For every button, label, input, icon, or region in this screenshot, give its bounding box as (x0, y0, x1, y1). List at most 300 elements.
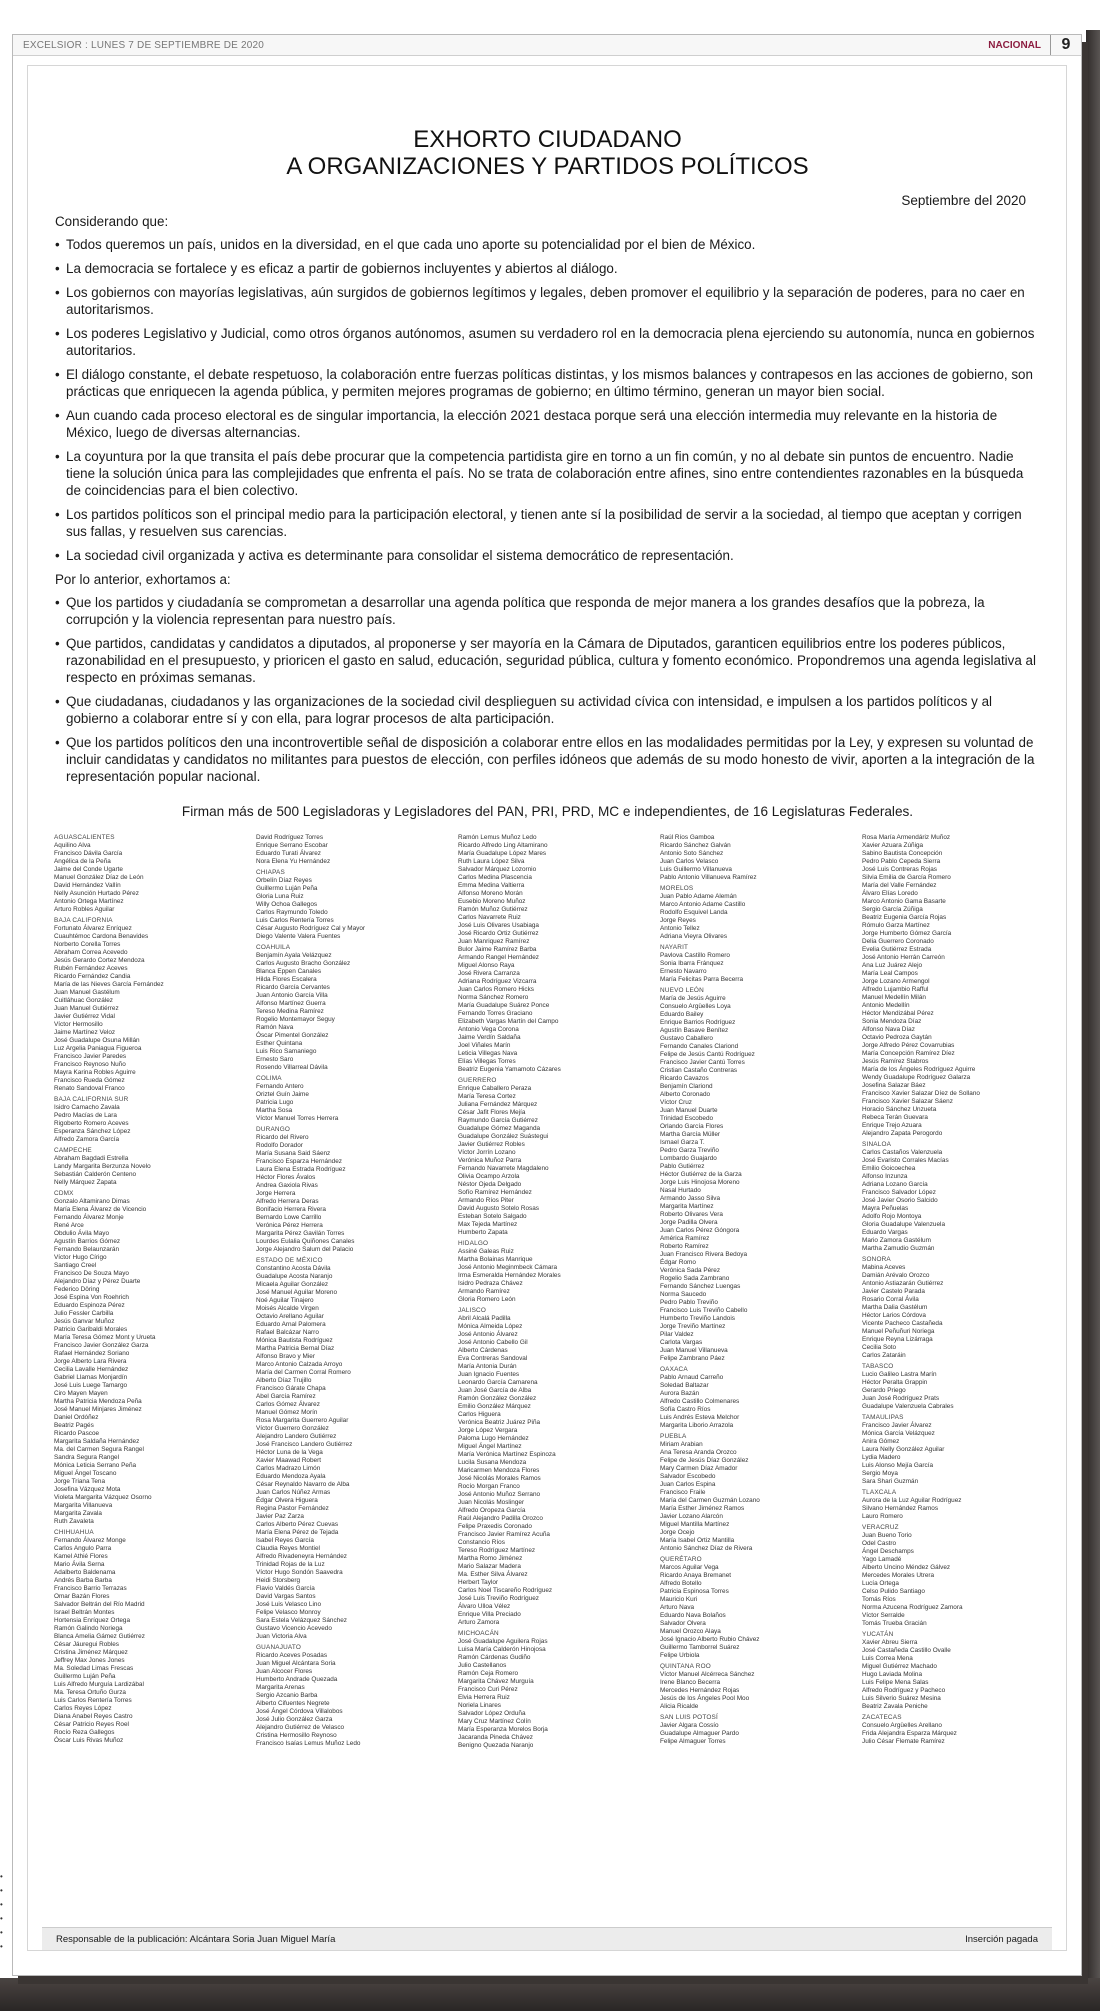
signatory-name: Antonio Tellez (660, 925, 700, 932)
signatory-name: Martha García Müller (660, 1131, 721, 1138)
signatory-name: Salvador López Orduña (458, 1710, 526, 1717)
signatory-name: Santiago Creel (54, 1262, 97, 1269)
signatory-name: Jaime del Conde Ugarte (54, 866, 123, 873)
signatory-name: Héctor Larios Córdova (862, 1312, 926, 1319)
signatory-name: Orbelín Díaz Reyes (256, 877, 312, 884)
signatory-name: Armando Ramírez (458, 1288, 510, 1295)
signatory-name: Elizabeth Vargas Martín del Campo (458, 1018, 559, 1025)
signatory-name: Mayra Peñuelas (862, 1205, 909, 1212)
signatory-name: Jorge Herrera (256, 1190, 296, 1197)
considering-text: La democracia se fortalece y es eficaz a partir de gobiernos incluyentes y abiertos al diálogo. (66, 261, 618, 276)
signatory-name: Adriana Vieyra Olivares (660, 933, 728, 940)
state-heading: QUINTANA ROO (660, 1663, 711, 1670)
signatory-name: Sara Shari Guzmán (862, 1478, 919, 1485)
signatory-name: Paloma Lugo Hernández (458, 1435, 529, 1442)
signatory-name: Francisco Dávila García (54, 850, 123, 857)
signatory-name: Eusebio Moreno Muñoz (458, 898, 526, 905)
signatory-name: Ma. Soledad Limas Frescas (54, 1665, 134, 1672)
signatory-name: Nora Elena Yu Hernández (256, 858, 331, 865)
signatory-name: Luis Silverio Suárez Mesina (862, 1695, 941, 1702)
state-heading: CDMX (54, 1190, 74, 1197)
signatory-name: Sara Estela Velázquez Sánchez (256, 1617, 347, 1624)
signatory-name: Rogelio Montemayor Seguy (256, 1016, 335, 1023)
signatory-name: Omar Bazán Flores (54, 1593, 110, 1600)
signatory-name: Ramón González González (458, 1395, 537, 1402)
signatory-name: Miguel Ángel Martínez (458, 1443, 522, 1450)
signatory-name: Landy Margarita Berzunza Novelo (54, 1163, 151, 1170)
signatory-name: Margarita Arenas (256, 1684, 305, 1691)
signatory-name: Mabina Aceves (862, 1264, 906, 1271)
title-line-1: EXHORTO CIUDADANO (413, 126, 682, 153)
newspaper-page (12, 34, 1082, 1976)
signatory-name: Juan José García de Alba (458, 1387, 532, 1394)
signatory-name: Abel García Ramírez (256, 1393, 316, 1400)
signatory-name: Esther Quintana (256, 1040, 303, 1047)
signatory-name: José Ricardo Ortiz Gutiérrez (458, 930, 539, 937)
signatory-name: José Javier Osorio Salcido (862, 1197, 938, 1204)
signatory-name: Margarita Martínez (660, 1203, 714, 1210)
considering-text: Los gobiernos con mayorías legislativas, aún surgidos de gobiernos legítimos y legales, deben promover el equilibrio y la separación de poderes, para no caer en autoritarismos. (66, 285, 1025, 317)
signatory-name: Gustavo Vicencio Acevedo (256, 1625, 332, 1632)
signatory-name: Armando Ríos Piter (458, 1197, 514, 1204)
signatory-name: Mary Carmen Díaz Amador (660, 1465, 738, 1472)
signatory-name: Pavlova Castillo Romero (660, 952, 730, 959)
signatory-name: Nelly Márquez Zapata (54, 1179, 117, 1186)
signatory-name: Jaime Verdín Saldaña (458, 1034, 521, 1041)
signatory-name: Francisco Reynoso Nuño (54, 1061, 126, 1068)
signatories-list (40, 834, 1050, 1769)
state-group (256, 834, 454, 866)
signatory-name: Ciro Mayen Mayen (54, 1390, 108, 1397)
signatory-name: Olivia Ocampo Arzola (458, 1173, 520, 1180)
signatory-name: Enrique Reyna Lizárraga (862, 1336, 933, 1343)
signatory-name: Verónica Pérez Herrera (256, 1222, 323, 1229)
signatory-name: Pablo Gutiérrez (660, 1163, 705, 1170)
signatory-name: Adriana Rodríguez Vizcarra (458, 978, 537, 985)
signatory-name: Obdulio Ávila Mayo (54, 1230, 110, 1237)
signatory-name: María Elena Pérez de Tejada (256, 1529, 339, 1536)
signatory-name: Manuel Orozco Alaya (660, 1628, 721, 1635)
signatory-name: Trinidad Escobedo (660, 1115, 714, 1122)
state-heading: TAMAULIPAS (862, 1414, 904, 1421)
signatory-name: José Antonio Herrán Carreón (862, 954, 945, 961)
state-group (862, 1141, 1060, 1253)
signatory-name: Juan Ignacio Fuentes (458, 1371, 520, 1378)
considering-text: Los partidos políticos son el principal medio para la participación electoral, y tienen ante sí la posibilidad de servir a la sociedad, al tiempo que aceptan y corrigen sus fallas, y resuelven sus carencias. (66, 507, 1022, 539)
signatory-name: Jorge Alfredo Pérez Covarrubias (862, 1042, 955, 1049)
signatory-name: Octavio Pedroza Gaytán (862, 1034, 932, 1041)
signatory-name: Javier Castelo Parada (862, 1288, 925, 1295)
signatory-name: Héctor Peralta Grappin (862, 1379, 928, 1386)
signatory-name: Verónica Beatriz Juárez Piña (458, 1419, 541, 1426)
signatory-name: Luis Alonso Mejía García (862, 1462, 934, 1469)
signatory-name: Hortensia Enríquez Ortega (54, 1617, 131, 1624)
signatory-name: Odel Castro (862, 1540, 897, 1547)
exhort-text: Que los partidos y ciudadanía se comprometan a desarrollar una agenda política que responda de mejor manera a los grandes desafíos que la pobreza, la corrupción y la violencia representan para nuestro país. (66, 595, 985, 627)
signatory-name: Sergio Azcanio Barba (256, 1692, 318, 1699)
state-heading: OAXACA (660, 1366, 688, 1373)
signatory-name: Alfredo Zamora García (54, 1136, 119, 1143)
state-heading: COAHUILA (256, 944, 291, 951)
state-heading: YUCATÁN (862, 1631, 894, 1638)
signatory-name: David Augusto Sotelo Rosas (458, 1205, 539, 1212)
signatory-name: Ricardo García Cervantes (256, 984, 330, 991)
signatory-name: Sonia Mendoza Díaz (862, 1018, 922, 1025)
signatory-name: Martha Sosa (256, 1107, 293, 1114)
signatory-name: Jorge Ocejo (660, 1529, 695, 1536)
signatory-name: María Susana Said Sáenz (256, 1150, 331, 1157)
signatory-name: Juan Manuel Gutiérrez (54, 1005, 119, 1012)
state-group (256, 1126, 454, 1254)
signatory-name: Gerardo Priego (862, 1387, 906, 1394)
signatory-name: Beatriz Eugenia Yamamoto Cázares (458, 1066, 561, 1073)
signatory-name: Armando Rangel Hernández (458, 954, 539, 961)
signatory-name: Juan Miguel Alcántara Soria (256, 1660, 336, 1667)
signatory-name: Mónica Bautista Rodríguez (256, 1337, 333, 1344)
state-heading: MICHOACÁN (458, 1630, 499, 1637)
considering-item (55, 284, 1040, 318)
exhort-text: Que ciudadanas, ciudadanos y las organizaciones de la sociedad civil desplieguen su actividad cívica con intensidad, e impulsen a los partidos políticos y al gobierno a colaborar entre sí y con ella, para lograr procesos de alta participación. (66, 694, 992, 726)
signatory-name: Isabel Reyes García (256, 1537, 314, 1544)
state-heading: BAJA CALIFORNIA (54, 917, 113, 924)
signatory-name: Mónica García Velázquez (862, 1430, 935, 1437)
signatory-name: José Guadalupe Aguilera Rojas (458, 1638, 548, 1645)
signatory-name: Frida Alejandra Esparza Márquez (862, 1730, 957, 1737)
state-group (862, 1414, 1060, 1486)
signatory-name: Aquilino Alva (54, 842, 91, 849)
signatory-name: David Rodríguez Torres (256, 834, 324, 841)
signatory-name: Víctor Serralde (862, 1612, 905, 1619)
state-heading: HIDALGO (458, 1240, 489, 1247)
signatory-name: Ricardo Sánchez Galván (660, 842, 731, 849)
signatory-name: Julio Fessler Carbilla (54, 1310, 114, 1317)
signatory-name: Ramón Nava (256, 1024, 294, 1031)
signatory-name: Abraham Correa Acevedo (54, 949, 128, 956)
considering-item (55, 236, 1040, 253)
signatory-name: Francisco Gárate Chapa (256, 1385, 326, 1392)
page-shadow-right (1086, 30, 1100, 1980)
signatory-name: Édgar Romo (660, 1259, 696, 1266)
state-heading: NUEVO LEÓN (660, 987, 704, 994)
signatory-name: Arturo Nava (660, 1604, 695, 1611)
signatory-name: Ismael Garza T. (660, 1139, 705, 1146)
signatory-name: Antonio Medellín (862, 1002, 910, 1009)
signatory-name: Martha Romo Jiménez (458, 1555, 523, 1562)
signatory-name: Beatriz Pagés (54, 1422, 94, 1429)
signatory-name: Heidi Storsberg (256, 1577, 301, 1584)
signatory-name: Xavier Maawad Robert (256, 1457, 322, 1464)
signatory-name: Margarita Chávez Murguía (458, 1678, 534, 1685)
signatory-name: Carlos Madrazo Limón (256, 1465, 321, 1472)
exhort-item (55, 693, 1040, 727)
signatory-name: Ricardo Fernández Candia (54, 973, 131, 980)
signatory-name: Fortunato Álvarez Enríquez (54, 925, 132, 932)
signatory-name: Antonio Astiazarán Gutiérrez (862, 1280, 944, 1287)
signatory-name: María de los Ángeles Rodríguez Aguirre (862, 1066, 976, 1073)
signatory-name: Juan Pablo Adame Alemán (660, 893, 737, 900)
signatory-name: Víctor Manuel Torres Herrera (256, 1115, 339, 1122)
signatory-name: Manuel Gómez Morín (256, 1409, 318, 1416)
state-group (256, 1075, 454, 1123)
signatory-name: Marco Antonio Calzada Arroyo (256, 1361, 343, 1368)
state-heading: TABASCO (862, 1363, 894, 1370)
signatory-name: Alfredo Rivadeneyra Hernández (256, 1553, 347, 1560)
state-group (458, 1630, 656, 1750)
signatory-name: José Rivera Carranza (458, 970, 520, 977)
signatory-name: Ricardo Cavazos (660, 1075, 709, 1082)
signatory-name: Javier Algara Cossío (660, 1722, 719, 1729)
signatory-name: Damián Arévalo Orozco (862, 1272, 930, 1279)
signatory-name: Lauro Romero (862, 1513, 903, 1520)
signatory-name: Juan Victoria Alva (256, 1633, 307, 1640)
signatory-name: Trinidad Rojas de la Luz (256, 1561, 325, 1568)
signatory-name: José Julio González Garza (256, 1716, 333, 1723)
signatory-name: Norma Saucedo (660, 1291, 707, 1298)
signatory-name: Martha Zamudio Guzmán (862, 1245, 935, 1252)
signatory-name: Juan Carlos Velasco (660, 858, 719, 865)
signatory-name: Raúl Alejandro Padilla Orozco (458, 1515, 543, 1522)
signatory-name: Raúl Ríos Gamboa (660, 834, 715, 841)
state-group (256, 1257, 454, 1641)
signatory-name: Carlos Raymundo Toledo (256, 909, 328, 916)
signatory-name: Néstor Ojeda Delgado (458, 1181, 522, 1188)
signatory-name: Arturo Zamora (458, 1619, 500, 1626)
signatory-name: José Antonio Meginmbeck Cámara (458, 1264, 558, 1271)
signatory-name: Carlos Gómez Álvarez (256, 1401, 320, 1408)
signatory-name: Eduardo Espinoza Pérez (54, 1302, 125, 1309)
state-group (660, 944, 858, 984)
signatory-name: José Luis Treviño Rodríguez (458, 1595, 539, 1602)
signatory-name: Felipe Praxedis Coronado (458, 1523, 532, 1530)
signatory-name: Horacio Sánchez Unzueta (862, 1106, 937, 1113)
signatory-name: Alejandro Landero Gutiérrez (256, 1433, 337, 1440)
signatory-name: Juan Carlos Núñez Armas (256, 1489, 331, 1496)
signatory-name: Fernando Álvarez Monge (54, 1537, 126, 1544)
signatory-name: Patricio Garibaldi Morales (54, 1326, 128, 1333)
signatory-name: Beatriz Zavala Peniche (862, 1703, 928, 1710)
signatory-name: Benigno Quezada Naranjo (458, 1742, 534, 1749)
signatory-name: Juan Nicolás Moslinger (458, 1499, 525, 1506)
signatory-name: Arturo Robles Aguilar (54, 906, 115, 913)
signatory-name: Ángel Deschamps (862, 1548, 914, 1555)
signatory-name: Óscar Luis Rivas Muñoz (54, 1737, 124, 1744)
signatory-name: Gustavo Caballero (660, 1035, 713, 1042)
signatory-name: Moisés Alcalde Virgen (256, 1305, 319, 1312)
signatory-name: Verónica Sada Pérez (660, 1267, 721, 1274)
state-heading: AGUASCALIENTES (54, 834, 115, 841)
signatory-name: Juan Alcocer Flores (256, 1668, 313, 1675)
signatory-name: Margarita Zavala (54, 1510, 102, 1517)
signatory-name: Ramón Muñoz Gutiérrez (458, 906, 528, 913)
signatory-name: Benjamín Clariond (660, 1083, 713, 1090)
signatory-name: María del Carmen Guzmán Lozano (660, 1497, 760, 1504)
signatory-name: Alfonso Bravo y Mier (256, 1353, 315, 1360)
signatory-name: Jesús Gerardo Cortez Mendoza (54, 957, 145, 964)
signatory-name: Guillermo Luján Peña (54, 1673, 116, 1680)
signatory-name: Alberto Uncino Méndez Gálvez (862, 1564, 951, 1571)
signatory-name: Adalberto Baldenama (54, 1569, 116, 1576)
signatory-name: Laura Nelly González Aguilar (862, 1446, 945, 1453)
signatory-name: Silvano Hernández Ramos (862, 1505, 939, 1512)
state-group (862, 1256, 1060, 1360)
signatory-name: Francisco Luis Treviño Cabello (660, 1307, 748, 1314)
signatory-name: Héctor Luna de la Vega (256, 1449, 323, 1456)
bullet-icon: • (55, 548, 60, 563)
signatory-name: Regina Pastor Fernández (256, 1505, 329, 1512)
signatory-name: Armando Jasso Silva (660, 1195, 721, 1202)
signatory-name: Héctor Flores Ávalos (256, 1174, 316, 1181)
signatory-name: Leonardo García Camarena (458, 1379, 538, 1386)
signatory-name: Andrés Barba Barba (54, 1577, 112, 1584)
signatory-name: Enrique Caballero Peraza (458, 1085, 532, 1092)
signatory-name: Juan Manuel Villanueva (660, 1347, 728, 1354)
signatory-name: Agustín Basave Benítez (660, 1027, 729, 1034)
signatory-name: Felipe Zambrano Páez (660, 1355, 725, 1362)
signatory-name: Guadalupe Valenzuela Cabrales (862, 1403, 954, 1410)
signatory-name: María Antonia Durán (458, 1363, 517, 1370)
considering-text: Aun cuando cada proceso electoral es de singular importancia, la elección 2021 destaca porque será una elección intermedia muy relevante en la historia de México, luego de diversas alternancias. (66, 408, 998, 440)
signatory-name: Gloria Romero León (458, 1296, 516, 1303)
signatory-name: Margarita Pérez Gavilán Torres (256, 1230, 345, 1237)
state-group (660, 1714, 858, 1746)
signatory-name: Alejandro Gutiérrez de Velasco (256, 1724, 345, 1731)
signatory-name: Felipe de Jesús Díaz González (660, 1457, 749, 1464)
signatory-name: Jesús de los Ángeles Pool Moo (660, 1695, 750, 1702)
signatory-name: José Luis Luege Tamargo (54, 1382, 128, 1389)
signatory-name: Gloria Guadalupe Valenzuela (862, 1221, 946, 1228)
signatory-name: Francisco Barrio Terrazas (54, 1585, 127, 1592)
signatory-name: Ricardo Pascoe (54, 1430, 100, 1437)
signatory-name: Gabriel Llamas Monjardín (54, 1374, 128, 1381)
bullet-icon: • (55, 408, 60, 423)
signatory-name: Francisco De Souza Mayo (54, 1270, 129, 1277)
signatory-name: Sofía Castro Ríos (660, 1406, 711, 1413)
signatory-name: Adriana Lozano García (862, 1181, 928, 1188)
page-number: 9 (1050, 35, 1081, 55)
state-heading: SONORA (862, 1256, 891, 1263)
signatory-name: Sabino Bautista Concepción (862, 850, 943, 857)
signatory-name: Alfredo Botello (660, 1580, 702, 1587)
signatory-name: Enrique Barrios Rodríguez (660, 1019, 736, 1026)
considering-text: La coyuntura por la que transita el país debe procurar que la competencia partidista gire en torno a un fin común, y no al debate sin puntos de encuentro. Nadie tiene la solución única para las complejidades que enfrenta el país. No se trata de colaboración entre afines, sino entre contendientes razonables en la búsqueda de coincidencias para el bien colectivo. (66, 449, 1024, 498)
signatory-name: María de Jesús Aguirre (660, 995, 726, 1002)
signatory-name: Nelly Asunción Hurtado Pérez (54, 890, 139, 897)
state-heading: GUANAJUATO (256, 1644, 302, 1651)
page-shadow-bottom (0, 1978, 1100, 2011)
signatory-name: Sebastián Calderón Centeno (54, 1171, 137, 1178)
signatory-name: Francisco Salvador López (862, 1189, 936, 1196)
signatory-name: Alfonso Inzunza (862, 1173, 908, 1180)
bullet-icon: • (55, 694, 60, 709)
signatory-name: Kamel Athié Flores (54, 1553, 108, 1560)
signatory-name: Víctor Cruz (660, 1099, 692, 1106)
signatory-name: Héctor Gutiérrez de la Garza (660, 1171, 742, 1178)
signatory-name: Alejandro Díaz y Pérez Duarte (54, 1278, 141, 1285)
body-text (55, 213, 1040, 785)
signatory-name: Oriztel Guín Jaime (256, 1091, 309, 1098)
exhort-item (55, 734, 1040, 785)
signatory-name: Jorge Treviño Martínez (660, 1323, 726, 1330)
signatory-name: Juan Carlos Pérez Góngora (660, 1227, 740, 1234)
signatory-name: Miriam Arabian (660, 1441, 703, 1448)
signatory-name: Alberto Cifuentes Negrete (256, 1700, 330, 1707)
signatory-name: José Francisco Landero Gutiérrez (256, 1441, 353, 1448)
signatory-name: Ruth Zavaleta (54, 1518, 94, 1525)
signatory-name: Andrea Gaxiola Rivas (256, 1182, 318, 1189)
signatory-name: Diego Valente Valera Fuentes (256, 933, 341, 940)
signatory-name: Luis Andrés Esteva Melchor (660, 1414, 740, 1421)
signatory-name: Miguel Mantilla Martínez (660, 1521, 730, 1528)
signatory-name: Margarita Villanueva (54, 1502, 113, 1509)
considering-text: El diálogo constante, el debate respetuoso, la colaboración entre fuerzas políticas distintas, y los mismos balances y contrapesos en las acciones de gobierno, son prácticas que enriquecen la agenda pública, y permiten mejores programas de gobierno; en último término, generan un mayor bien social. (66, 367, 1033, 399)
signatory-name: Francisco Javier Cantú Torres (660, 1059, 745, 1066)
page-header (13, 35, 1081, 56)
signatory-name: Lydia Madero (862, 1454, 901, 1461)
signatory-name: Blanca Eppen Canales (256, 968, 322, 975)
signatory-name: José Castañeda Castillo Ovalle (862, 1647, 951, 1654)
exhort-text: Que partidos, candidatas y candidatos a diputados, al proponerse y ser mayoría en la Cámara de Diputados, garanticen equilibrios entre los poderes públicos, razonabilidad en el presupuesto, y prioricen el gasto en salud, educación, seguridad pública, cultura y fomento económico. Propondremos una agenda legislativa al respecto en próximas semanas. (66, 636, 1036, 685)
signatory-name: Cristina Jiménez Márquez (54, 1649, 128, 1656)
signatory-name: Eduardo Arnal Palomera (256, 1321, 326, 1328)
signatory-name: Aurora Bazán (660, 1390, 700, 1397)
signatory-name: Juan Bueno Torio (862, 1532, 912, 1539)
signatory-name: Ricardo Aceves Posadas (256, 1652, 328, 1659)
signatory-name: Micaela Aguilar González (256, 1281, 329, 1288)
signatory-name: Felipe Urbiola (660, 1652, 700, 1659)
signatory-name: José Antonio Álvarez (458, 1331, 518, 1338)
signatory-name: Ma. Esther Silva Álvarez (458, 1571, 528, 1578)
signatory-name: Cuitláhuac González (54, 997, 113, 1004)
state-heading: CHIHUAHUA (54, 1529, 94, 1536)
signatory-name: Francisco Esparza Hernández (256, 1158, 342, 1165)
signatory-name: César Augusto Rodríguez Cal y Mayor (256, 925, 366, 932)
signatory-name: María de las Nieves García Fernández (54, 981, 164, 988)
signatory-name: Nasal Hurtado (660, 1187, 701, 1194)
signatory-name: Sergio García Zúñiga (862, 906, 923, 913)
signatory-name: Marco Antonio Gama Basarte (862, 898, 946, 905)
signatory-name: Isidro Camacho Zavala (54, 1104, 120, 1111)
signatory-name: Verónica Muñoz Parra (458, 1157, 522, 1164)
signatory-name: Carlos Medina Plascencia (458, 874, 532, 881)
signatory-name: María Concepción Ramírez Díez (862, 1050, 955, 1057)
ad-frame (27, 65, 1067, 1951)
signatory-name: Martha Patricia Bernal Díaz (256, 1345, 335, 1352)
signatory-name: Elías Villegas Torres (458, 1058, 516, 1065)
state-heading: GUERRERO (458, 1077, 497, 1084)
signatory-name: Cecilia Lavalle Hernández (54, 1366, 129, 1373)
signatory-name: Lucía Ortega (862, 1580, 899, 1587)
signatory-name: Víctor Hugo Sondón Saavedra (256, 1569, 343, 1576)
signatory-name: Rosario Corral Ávila (862, 1296, 919, 1303)
signatory-name: Alfredo Oropeza García (458, 1507, 526, 1514)
signatory-name: Marcos Aguilar Vega (660, 1564, 719, 1571)
bullet-icon: • (55, 285, 60, 300)
signatory-name: Evelia Gutiérrez Estrada (862, 946, 932, 953)
signatory-name: Alfonso Moreno Morán (458, 890, 523, 897)
signatory-name: Sonia Ibarra Fránquez (660, 960, 724, 967)
considering-item (55, 260, 1040, 277)
signatory-name: Consuelo Argüelles Arellano (862, 1722, 942, 1729)
signatory-name: Fernando Sánchez Luengas (660, 1283, 741, 1290)
page-footer (42, 1927, 1052, 1950)
considering-item (55, 325, 1040, 359)
state-heading: CHIAPAS (256, 869, 285, 876)
signatory-name: Alfonso Nava Díaz (862, 1026, 915, 1033)
signatory-name: Rosendo Villarreal Dávila (256, 1064, 328, 1071)
signatory-name: José Espina Von Roehrich (54, 1294, 129, 1301)
signatory-name: Constantino Acosta Dávila (256, 1265, 331, 1272)
signatory-name: Jorge López Vergara (458, 1427, 518, 1434)
